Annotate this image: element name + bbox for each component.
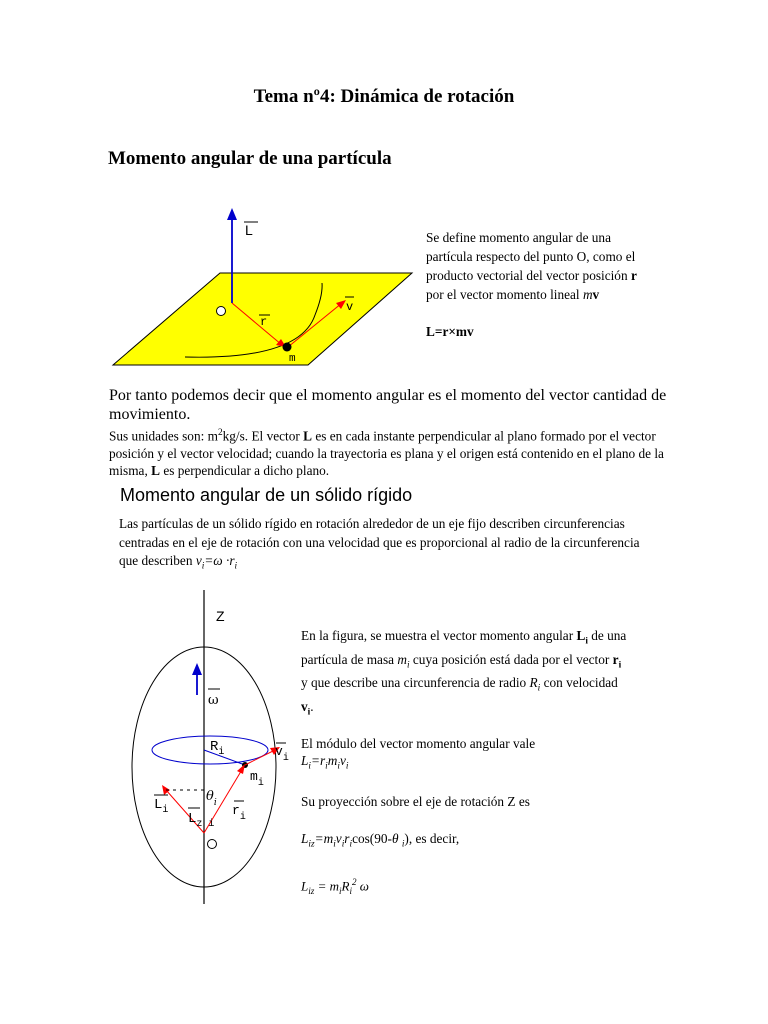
definition-text: Se define momento angular de una partícula respecto del punto O, como el producto vectorial del vector posición xyxy=(426,230,636,283)
page-title: Tema nº4: Dinámica de rotación xyxy=(253,86,515,107)
particle-definition xyxy=(426,228,656,341)
fig2-ri-label: $r_i$ xyxy=(232,803,246,823)
fig1-m-label: m xyxy=(289,353,296,365)
velocity-formula: $v_i=\omega \cdot r_i$ xyxy=(195,553,238,572)
rigid-body-figure xyxy=(120,590,300,910)
fig1-L-label: L xyxy=(245,222,253,238)
fig2-theta-label: $\theta_i$ xyxy=(206,789,217,808)
explanation-2: El módulo del vector momento angular vale $L_i=r_im_iv_i$ xyxy=(301,735,536,772)
explanation-3: Su proyección sobre el eje de rotación Z es xyxy=(301,794,530,810)
fig2-Ri-label: $R_i$ xyxy=(210,739,225,758)
r-bold: r xyxy=(630,268,637,283)
v-bold: v xyxy=(592,287,600,302)
fig1-r-label: r xyxy=(260,315,268,329)
angular-momentum-formula: L=r×mv xyxy=(426,324,474,339)
paragraph-units: Sus unidades son: $m^2kg/s$. El vector L es en cada instante perpendicular al plano formado por el vector posición y el vector velocidad; cuando la trayectoria es plana y el origen está contenido en el plano de la misma, L es perpendicular a dicho plano. xyxy=(109,428,664,479)
paragraph-rigid: Las partículas de un sólido rígido en rotación alrededor de un eje fijo describen circunferencias centradas en el eje de rotación con una velocidad que es proporcional al radio de la circunferencia que describen $v_i=\omega \cdot r_i$ xyxy=(119,516,640,572)
particle-figure xyxy=(110,205,420,375)
L-arrowhead xyxy=(227,208,237,220)
explanation-4: $L_{iz}=m_iv_ir_i\cos(90-\theta$ $_i$), es decir, xyxy=(301,831,460,850)
particle-m xyxy=(283,343,292,352)
fig2-Z-label: Z xyxy=(216,608,225,624)
explanation-5: $L_{iz} = m_iR_i^2$ ω xyxy=(301,876,369,896)
fig2-vi-label: $v_i$ xyxy=(275,744,289,764)
fig2-omega-label: ω xyxy=(208,693,219,708)
fig2-mi-label: $m_i$ xyxy=(250,769,264,789)
rigid-body-explanation xyxy=(301,627,631,913)
m-italic: m xyxy=(582,287,593,302)
fig1-v-label: v xyxy=(346,300,354,314)
fig2-origin xyxy=(208,840,217,849)
origin-O xyxy=(217,307,226,316)
section-heading-particle: Momento angular de una partícula xyxy=(108,148,392,169)
section-heading-rigid: Momento angular de un sólido rígido xyxy=(120,485,413,505)
definition-text-2: por el vector momento lineal xyxy=(426,287,580,302)
fig2-Lzi-label: $L_{z i}$ xyxy=(188,811,215,830)
vi-vector xyxy=(245,750,275,765)
explanation-1: En la figura, se muestra el vector momento angular $L_i$ de una partícula de masa $m_i$ cuya posición está dada por el vector $r_i$ y que describe una circunferencia de radio $R_i$ con velocidad $v_i$. xyxy=(301,628,627,718)
paragraph-momentum: Por tanto podemos decir que el momento angular es el momento del vector cantidad de movimiento. xyxy=(109,387,667,423)
fig2-Li-label: $L_i$ xyxy=(154,797,169,816)
